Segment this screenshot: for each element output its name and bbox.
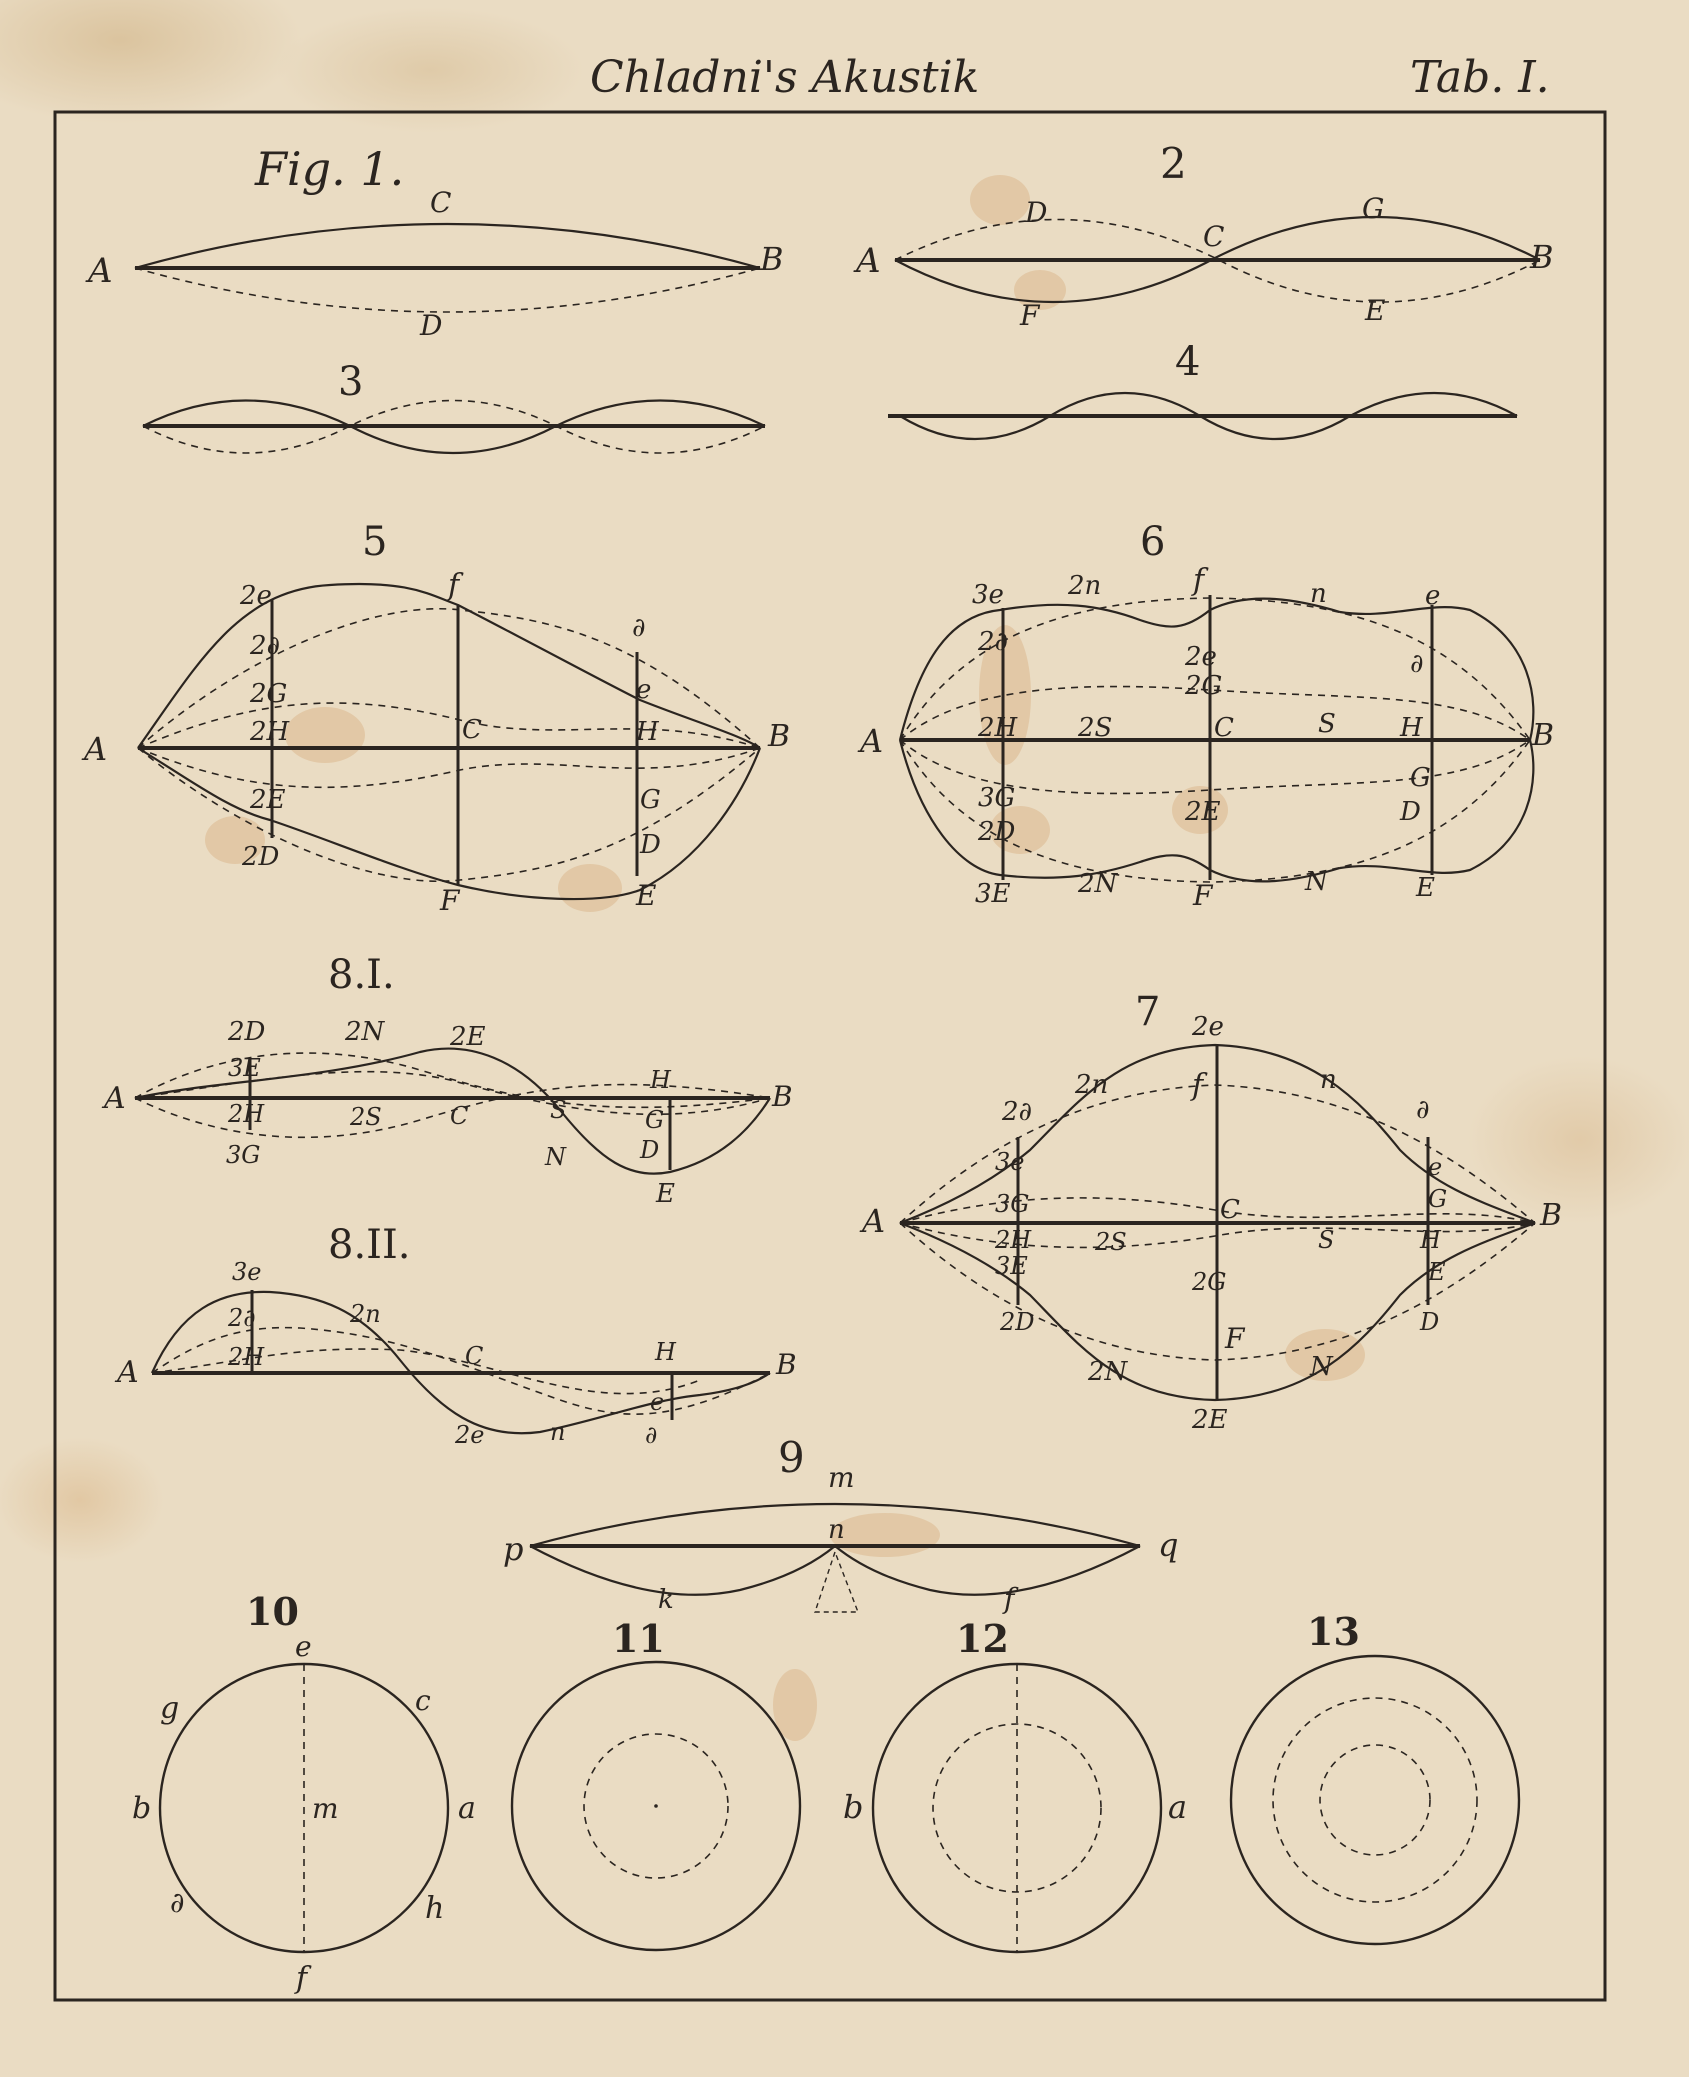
fig6-label-2d-lower: 2∂ (978, 627, 1008, 657)
figure-10-caption: 10 (246, 1589, 299, 1634)
fig7-label-f-top: f (1192, 1068, 1204, 1103)
fig9-label-q: q (1158, 1526, 1179, 1564)
fig8ii-label-2d: 2∂ (228, 1304, 256, 1332)
fig10-label-b: b (132, 1791, 152, 1826)
figure-11-caption: 11 (612, 1616, 665, 1661)
fig8i-label-n: N (545, 1143, 566, 1171)
fig7-label-d-lower: ∂ (1416, 1095, 1430, 1125)
fig2-label-a: A (856, 241, 881, 281)
figure-12 (843, 1616, 1187, 1952)
fig8i-label-g: G (645, 1106, 665, 1134)
fig7-label-c: C (1220, 1195, 1240, 1225)
fig8ii-label-3e: 3e (232, 1258, 262, 1286)
fig9-label-n: n (828, 1515, 845, 1545)
fig7-label-s: S (1318, 1226, 1335, 1254)
fig7-label-2h: 2H (995, 1226, 1032, 1254)
figure-8-i (101, 952, 793, 1209)
fig6-label-2s: 2S (1078, 713, 1113, 743)
fig1-label-b: B (760, 240, 784, 278)
figure-8-ii (114, 1222, 797, 1449)
fig5-label-2e: 2e (240, 581, 272, 611)
fig9-label-f: f (1004, 1582, 1015, 1615)
fig12-label-a: a (1168, 1788, 1188, 1826)
fig7-label-e: e (1428, 1153, 1443, 1181)
fig5-label-2h: 2H (250, 717, 290, 747)
fig6-label-f-bottom: F (1193, 879, 1213, 912)
fig8ii-label-e: e (650, 1388, 665, 1416)
fig7-label-n-cap: N (1310, 1352, 1333, 1382)
fig6-label-2h: 2H (978, 713, 1018, 743)
fig8i-label-2h: 2H (228, 1100, 265, 1128)
fig8i-label-3g: 3G (226, 1141, 261, 1169)
fig11-center-dot (654, 1804, 658, 1808)
figure-12-caption: 12 (956, 1616, 1009, 1661)
figure-3-caption: 3 (338, 359, 364, 405)
fig5-label-b: B (768, 719, 791, 754)
fig6-label-n: n (1310, 579, 1327, 609)
fig8ii-label-d: ∂ (645, 1421, 658, 1449)
fig9-label-m: m (828, 1461, 855, 1494)
figure-11 (512, 1616, 800, 1950)
fig6-label-h: H (1400, 713, 1423, 743)
fig6-label-f-top: f (1193, 563, 1205, 598)
figure-8-i-caption: 8.I. (328, 952, 395, 998)
fig7-label-g: G (1428, 1185, 1448, 1213)
fig8i-label-2d: 2D (228, 1017, 266, 1047)
fig6-label-2d: 2D (978, 817, 1016, 847)
fig5-label-d-lower: ∂ (632, 613, 646, 643)
fig5-label-2d: 2D (242, 842, 280, 872)
fig8ii-label-c: C (465, 1342, 484, 1370)
figure-6 (857, 519, 1554, 912)
fig10-label-e: e (295, 1630, 312, 1663)
fig8i-label-c: C (450, 1102, 469, 1130)
fig6-label-n-cap: N (1305, 867, 1328, 897)
fig5-label-g: G (640, 785, 661, 815)
fig8ii-label-b: B (776, 1348, 797, 1381)
figure-4-caption: 4 (1175, 339, 1201, 385)
fig9-label-k: k (658, 1585, 674, 1615)
fig10-label-c: c (415, 1684, 431, 1717)
figure-9 (503, 1433, 1178, 1615)
figure-1-caption: Fig. 1. (255, 142, 405, 196)
figure-2 (853, 139, 1554, 332)
fig7-label-f-bottom: F (1225, 1322, 1245, 1355)
fig5-label-2e-cap: 2E (250, 785, 286, 815)
fig8i-label-2s: 2S (350, 1103, 382, 1131)
figure-7-caption: 7 (1135, 989, 1161, 1035)
fig10-label-m: m (312, 1792, 339, 1825)
figure-2-caption: 2 (1160, 139, 1187, 188)
fig8i-label-e: E (656, 1179, 675, 1209)
plate-border (55, 112, 1605, 2000)
fig10-label-a: a (458, 1791, 476, 1826)
fig10-label-g: g (160, 1691, 180, 1726)
fig8i-label-2e: 2E (450, 1022, 486, 1052)
fig7-label-n: n (1320, 1065, 1337, 1095)
fig2-label-d: D (1025, 196, 1048, 229)
fig7-label-2d: 2D (1000, 1308, 1035, 1336)
fig7-label-2s: 2S (1095, 1228, 1127, 1256)
fig6-label-b: B (1532, 718, 1555, 753)
fig6-label-a: A (860, 722, 884, 760)
fig5-label-h: H (636, 717, 659, 747)
fig8i-label-3e: 3E (228, 1054, 261, 1082)
fig6-label-2e-cap: 2E (1185, 797, 1221, 827)
figure-1 (85, 142, 784, 342)
fig2-label-f: F (1020, 299, 1040, 332)
fig7-label-b: B (1540, 1198, 1563, 1233)
figure-5 (81, 519, 790, 917)
fig1-label-c: C (430, 186, 452, 219)
fig7-label-3e-cap: 3E (995, 1252, 1028, 1280)
fig7-label-2d-lower: 2∂ (1002, 1097, 1032, 1127)
fig6-label-3g: 3G (978, 783, 1016, 813)
fig5-label-f-bottom: F (440, 884, 460, 917)
figure-13-caption: 13 (1307, 1609, 1360, 1654)
figure-7 (859, 989, 1562, 1435)
fig6-label-d: D (1400, 797, 1421, 827)
fig7-label-2n-cap: 2N (1088, 1357, 1128, 1387)
fig8ii-label-2h: 2H (228, 1343, 265, 1371)
figure-13 (1231, 1609, 1519, 1944)
fig8i-label-2n: 2N (345, 1017, 385, 1047)
fig7-label-2n: 2n (1075, 1070, 1109, 1100)
fig8i-label-s: S (550, 1096, 567, 1124)
fig2-label-c: C (1203, 220, 1225, 253)
figure-6-caption: 6 (1140, 519, 1166, 565)
fig8ii-label-2e: 2e (455, 1421, 485, 1449)
fig6-label-2n-cap: 2N (1078, 869, 1118, 899)
fig8i-label-h: H (650, 1066, 671, 1094)
fig7-label-3e: 3e (995, 1148, 1025, 1176)
fig6-label-s: S (1318, 709, 1336, 739)
fig7-label-2e: 2e (1192, 1012, 1224, 1042)
fig10-label-f: f (296, 1961, 308, 1996)
fig6-label-g: G (1410, 763, 1431, 793)
fig6-label-d-lower: ∂ (1410, 649, 1424, 679)
fig6-label-e: E (1416, 873, 1435, 903)
fig5-label-2d-lower: 2∂ (250, 631, 280, 661)
figure-4 (888, 339, 1517, 439)
fig5-label-2g: 2G (250, 679, 288, 709)
fig9-label-p: p (503, 1530, 524, 1568)
fig7-label-h: H (1420, 1226, 1441, 1254)
fig1-label-a: A (88, 251, 113, 291)
fig5-label-f-top: f (448, 568, 460, 603)
fig8ii-label-2n: 2n (350, 1300, 381, 1328)
figure-10 (132, 1589, 476, 1996)
fig6-label-e-top: e (1425, 581, 1441, 611)
fig6-label-3e-cap: 3E (975, 879, 1011, 909)
fig10-label-d: ∂ (170, 1886, 185, 1919)
fig5-label-a: A (84, 730, 108, 768)
fig7-label-3g: 3G (995, 1190, 1030, 1218)
fig8ii-label-a: A (117, 1355, 139, 1390)
fig5-label-c: C (462, 715, 482, 745)
fig8ii-label-n: n (550, 1418, 566, 1446)
fig1-label-d: D (420, 309, 443, 342)
figure-8-ii-caption: 8.II. (328, 1222, 411, 1268)
fig2-label-e: E (1365, 294, 1386, 327)
fig6-label-3e: 3e (972, 580, 1004, 610)
fig8i-label-a: A (104, 1081, 126, 1116)
fig5-label-e-lower: e (636, 675, 652, 705)
fig5-label-d: D (640, 830, 661, 860)
fig2-label-b: B (1530, 238, 1554, 276)
fig7-label-2g: 2G (1192, 1268, 1227, 1296)
fig2-label-g: G (1362, 192, 1385, 225)
fig8i-label-b: B (772, 1080, 793, 1113)
plate-number: Tab. I. (1410, 52, 1550, 103)
running-title: Chladni's Akustik (590, 52, 980, 103)
figure-5-caption: 5 (362, 519, 388, 565)
fig7-label-e-cap: E (1428, 1258, 1446, 1286)
fig10-label-h: h (425, 1891, 445, 1926)
fig7-label-2e-bottom: 2E (1192, 1405, 1228, 1435)
fig8ii-label-h: H (655, 1338, 676, 1366)
figure-9-caption: 9 (778, 1433, 805, 1482)
fig5-label-e: E (636, 879, 657, 912)
figure-3 (143, 359, 765, 453)
fig8i-label-d: D (640, 1136, 660, 1164)
fig6-label-c: C (1214, 713, 1234, 743)
fig6-label-2e: 2e (1185, 642, 1217, 672)
fig7-label-a: A (862, 1202, 886, 1240)
fig12-label-b: b (843, 1788, 864, 1826)
fig7-label-d: D (1420, 1308, 1440, 1336)
fig6-label-2n: 2n (1068, 571, 1102, 601)
fig6-label-2g: 2G (1185, 671, 1223, 701)
